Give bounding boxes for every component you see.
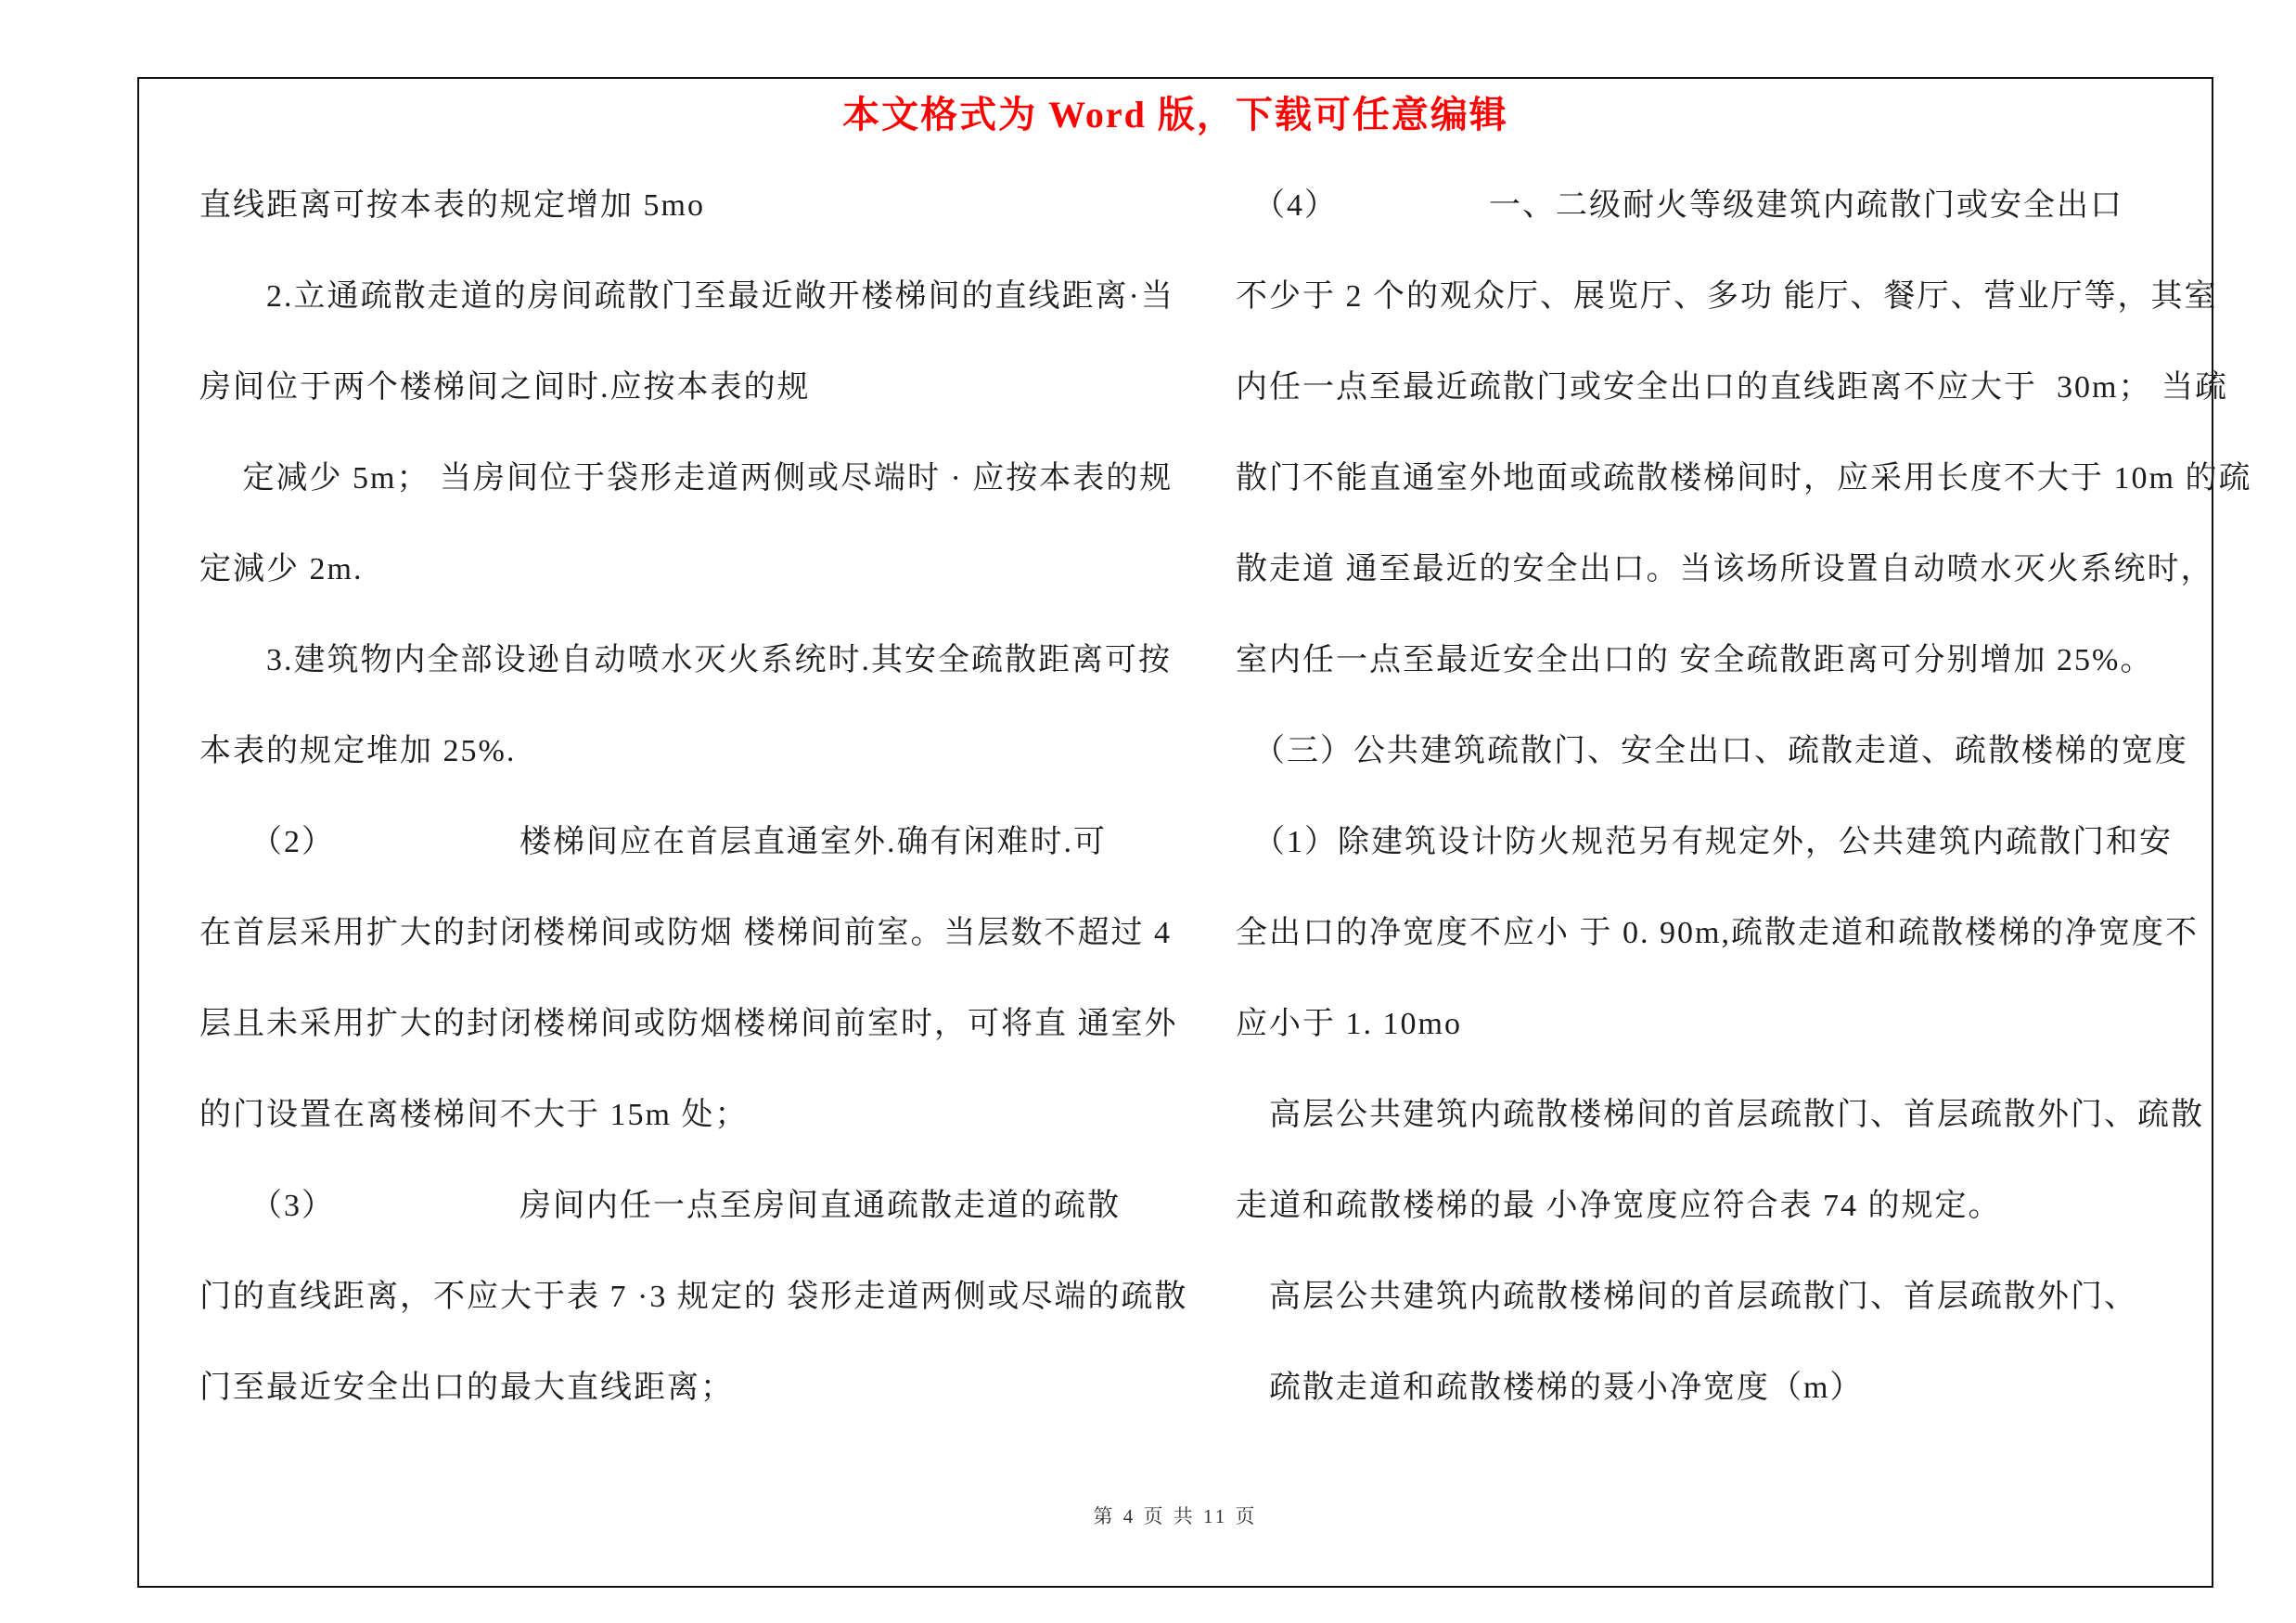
text-line: 室内任一点至最近安全出口的 安全疏散距离可分别增加 25%。 <box>1236 643 2154 677</box>
text-line: 直线距离可按本表的规定增加 5mo <box>199 188 705 223</box>
text-line: （2） 楼梯间应在首层直通室外.确有闲难时.可 <box>199 825 1107 859</box>
page-number-indicator: 第 4 页 共 11 页 <box>1093 1505 1258 1527</box>
text-line: 散门不能直通室外地面或疏散楼梯间时，应采用长度不大于 10m 的疏 <box>1236 461 2252 496</box>
text-line: 疏散走道和疏散楼梯的聂小净宽度（m） <box>1236 1371 1864 1405</box>
text-line: 应小于 1. 10mo <box>1236 1007 1462 1041</box>
right-text-column <box>1236 161 2252 1434</box>
text-line: 门的直线距离，不应大于表 7 ·3 规定的 袋形走道两侧或尽端的疏散 <box>199 1280 1188 1314</box>
text-line: （4） 一、二级耐火等级建筑内疏散门或安全出口 <box>1236 188 2123 223</box>
text-line: 的门设置在离楼梯间不大于 15m 处； <box>199 1098 749 1132</box>
text-line: （3） 房间内任一点至房间直通疏散走道的疏散 <box>199 1189 1121 1223</box>
text-line: （三）公共建筑疏散门、安全出口、疏散走道、疏散楼梯的宽度 <box>1236 734 2188 768</box>
text-line: 散走道 通至最近的安全出口。当该场所设置自动喷水灭火系统时， <box>1236 552 2214 586</box>
text-line: 定减少 5m； 当房间位于袋形走道两侧或尽端时 · 应按本表的规 <box>199 461 1174 496</box>
text-line: 2.立通疏散走道的房间疏散门至最近敞开楼梯间的直线距离·当 <box>199 279 1174 314</box>
text-line: 全出口的净宽度不应小 于 0. 90m,疏散走道和疏散楼梯的净宽度不 <box>1236 916 2199 950</box>
text-line: 高层公共建筑内疏散楼梯间的首层疏散门、首层疏散外门、疏散 <box>1236 1098 2204 1132</box>
text-line: （1）除建筑设计防火规范另有规定外，公共建筑内疏散门和安 <box>1236 825 2173 859</box>
text-line: 不少于 2 个的观众厅、展览厅、多功 能厅、餐厅、营业厅等，其室 <box>1236 279 2218 314</box>
text-line: 在首层采用扩大的封闭楼梯间或防烟 楼梯间前室。当层数不超过 4 <box>199 916 1172 950</box>
text-line: 层且未采用扩大的封闭楼梯间或防烟楼梯间前室时，可将直 通室外 <box>199 1007 1178 1041</box>
text-line: 房间位于两个楼梯间之间时.应按本表的规 <box>199 370 811 405</box>
text-line: 门至最近安全出口的最大直线距离； <box>199 1371 734 1405</box>
left-text-column <box>199 161 1188 1434</box>
text-line: 定減少 2m. <box>199 552 364 586</box>
text-line: 3.建筑物内全部设逊自动喷水灭火系统时.其安全疏散距离可按 <box>199 643 1172 677</box>
text-line: 本表的规定堆加 25%. <box>199 734 517 768</box>
text-line: 内任一点至最近疏散门或安全出口的直线距离不应大于 30m； 当疏 <box>1236 370 2228 405</box>
document-header-title: 本文格式为 Word 版，下载可任意编辑 <box>842 94 1508 135</box>
text-line: 走道和疏散楼梯的最 小净宽度应符合表 74 的规定。 <box>1236 1189 2002 1223</box>
text-line: 高层公共建筑内疏散楼梯间的首层疏散门、首层疏散外门、 <box>1236 1280 2137 1314</box>
